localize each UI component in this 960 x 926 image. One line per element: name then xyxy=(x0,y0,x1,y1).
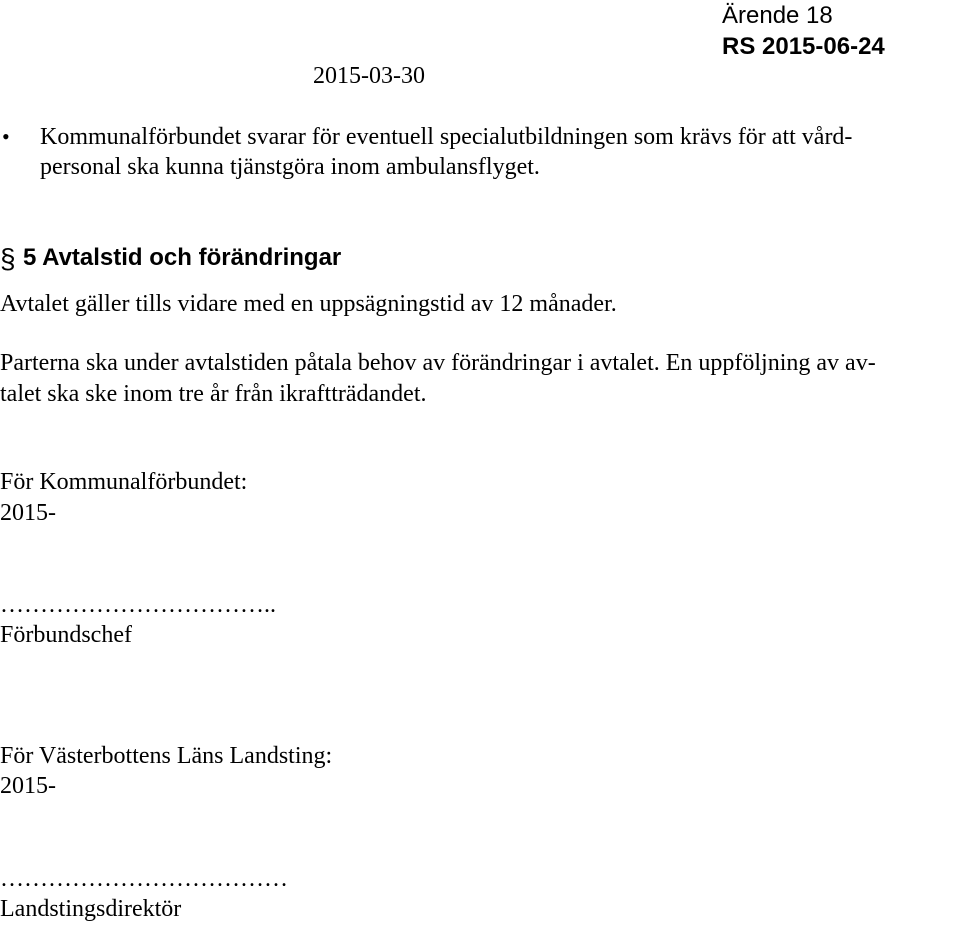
signature-block-1-title: Förbundschef xyxy=(0,622,132,648)
rs-reference: RS 2015-06-24 xyxy=(722,33,885,60)
signature-block-2-label: För Västerbottens Läns Landsting: xyxy=(0,743,333,769)
bullet-marker: • xyxy=(2,124,10,149)
paragraph-changes-line-2: talet ska ske inom tre år från ikraftträdandet. xyxy=(0,381,427,407)
document-date: 2015-03-30 xyxy=(313,63,425,89)
paragraph-changes-line-1: Parterna ska under avtalstiden påtala behov av förändringar i avtalet. En uppföljning av av- xyxy=(0,350,876,376)
paragraph-term: Avtalet gäller tills vidare med en uppsägningstid av 12 månader. xyxy=(0,291,617,317)
signature-block-2-title: Landstingsdirektör xyxy=(0,896,182,922)
signature-block-2-year: 2015- xyxy=(0,773,56,799)
signature-block-1-line: …………………………….. xyxy=(0,592,276,618)
case-number: Ärende 18 xyxy=(722,2,833,29)
bullet-text-line-2: personal ska kunna tjänstgöra inom ambulansflyget. xyxy=(40,154,540,180)
section-heading: 5 Avtalstid och förändringar xyxy=(23,244,342,271)
signature-block-1-label: För Kommunalförbundet: xyxy=(0,469,248,495)
section-sign: § xyxy=(0,243,16,274)
bullet-text-line-1: Kommunalförbundet svarar för eventuell specialutbildningen som krävs för att vård- xyxy=(40,124,853,150)
signature-block-2-line: ……………………………… xyxy=(0,866,288,892)
signature-block-1-year: 2015- xyxy=(0,500,56,526)
